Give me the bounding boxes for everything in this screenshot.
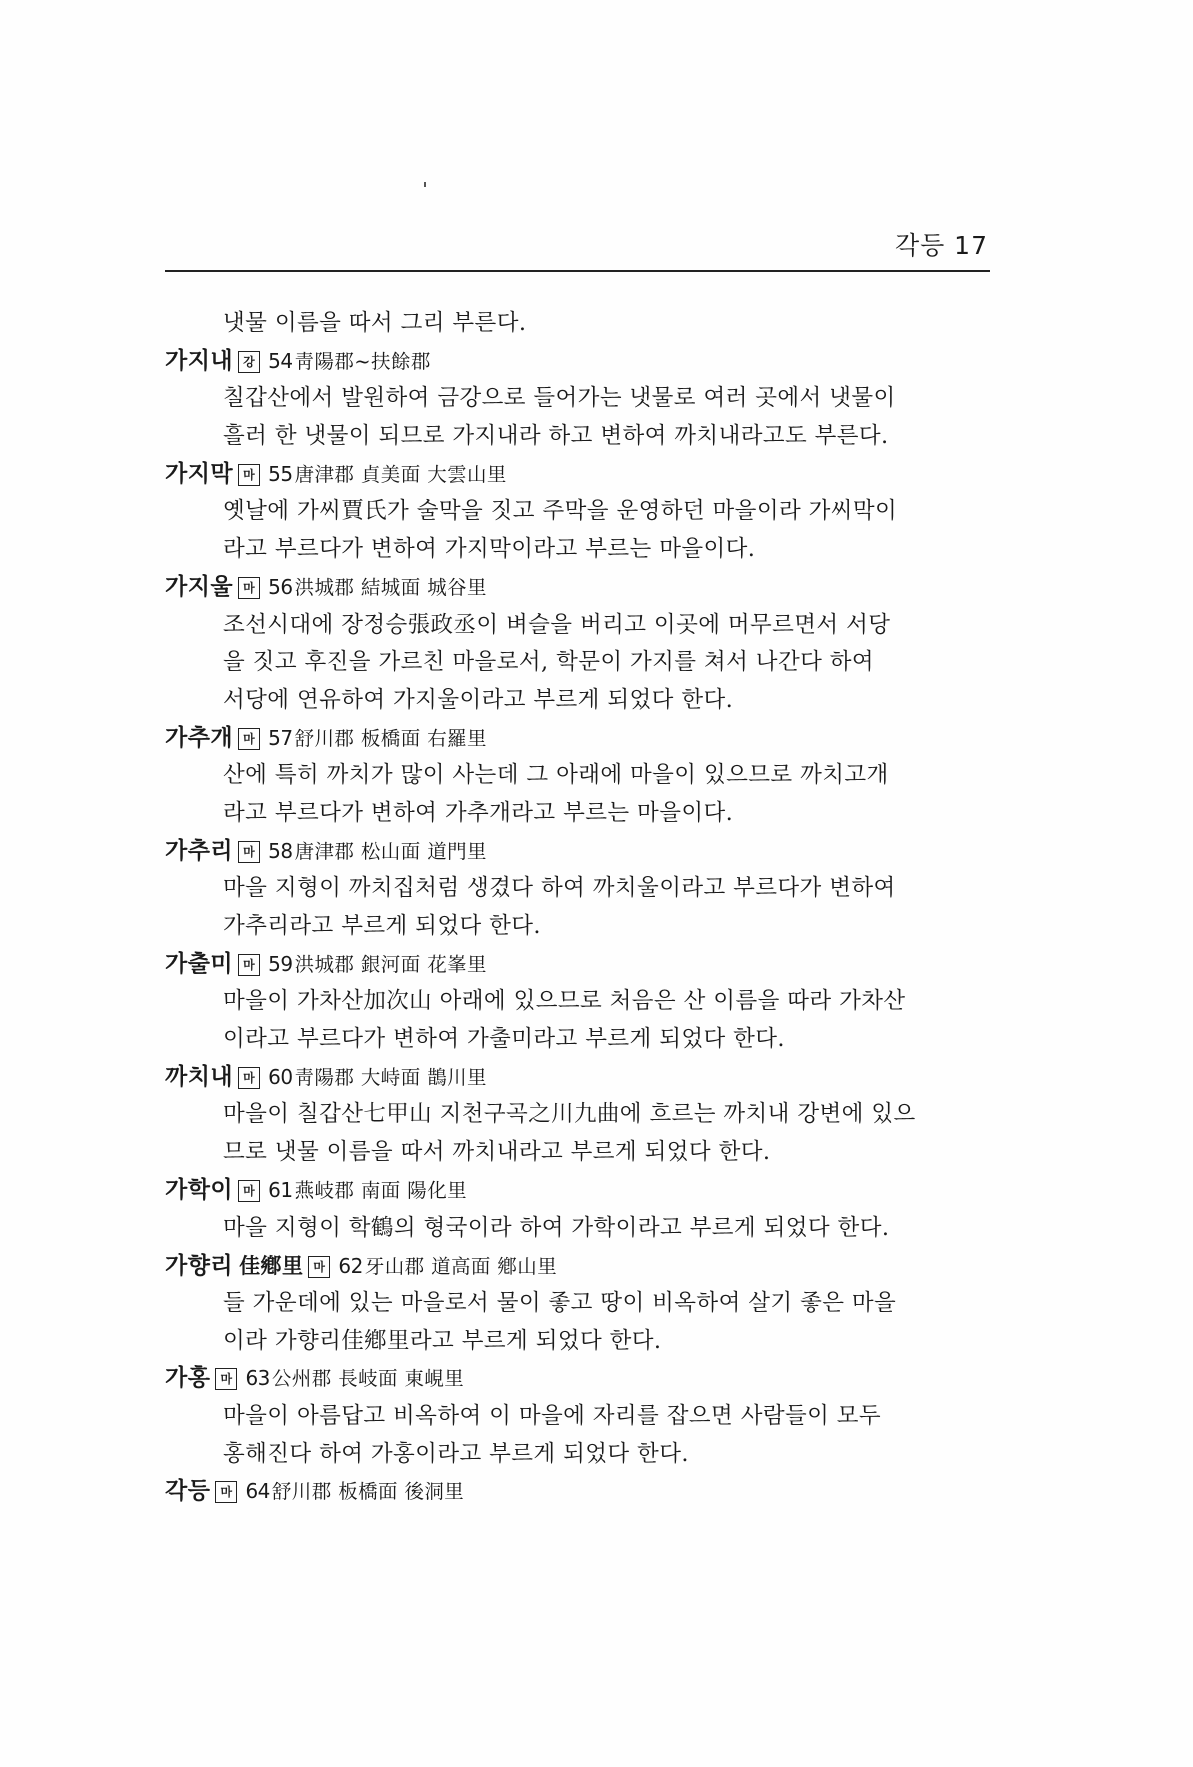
entry-text-line: 마을이 가차산加次山 아래에 있으므로 처음은 산 이름을 따라 가차산 xyxy=(223,988,906,1015)
entry-text-line: 라고 부르다가 변하여 가추개라고 부르는 마을이다. xyxy=(223,799,734,826)
category-tag: 마 xyxy=(215,1481,237,1503)
entry-location: 洪城郡 銀河面 花峯里 xyxy=(294,952,487,976)
entry-heading-line xyxy=(165,456,995,494)
entry-text-line: 을 짓고 후진을 가르친 마을로서, 학문이 가지를 쳐서 나간다 하여 xyxy=(223,649,875,676)
entry-location: 公州郡 長岐面 東峴里 xyxy=(271,1367,465,1391)
category-tag: 마 xyxy=(238,1067,260,1089)
dictionary-entry xyxy=(165,1059,995,1172)
headword: 가출미 xyxy=(165,950,234,977)
entry-text-line: 라고 부르다가 변하여 가지막이라고 부르는 마을이다. xyxy=(223,536,756,563)
dictionary-entry xyxy=(165,569,995,720)
dictionary-entry xyxy=(165,1247,995,1360)
entry-list xyxy=(165,305,995,1511)
entry-heading-line xyxy=(165,1059,995,1097)
entry-number: 59 xyxy=(268,951,293,976)
entry-location: 靑陽郡~扶餘郡 xyxy=(294,349,431,373)
category-tag: 마 xyxy=(215,1368,237,1390)
dictionary-entry xyxy=(165,1172,995,1247)
dictionary-entry xyxy=(165,1473,995,1511)
entry-text-line: 흘러 한 냇물이 되므로 가지내라 하고 변하여 까치내라고도 부른다. xyxy=(223,423,889,450)
entry-text-line: 들 가운데에 있는 마을로서 물이 좋고 땅이 비옥하여 살기 좋은 마을 xyxy=(223,1289,897,1316)
headword: 가지울 xyxy=(165,573,234,600)
entry-text-line: 냇물 이름을 따서 그리 부른다. xyxy=(223,310,527,336)
entry-number: 60 xyxy=(268,1064,293,1089)
entry-number: 55 xyxy=(268,461,293,486)
dictionary-entry xyxy=(165,833,995,946)
entry-heading-line xyxy=(165,720,995,758)
entry-location: 舒川郡 板橋面 右羅里 xyxy=(294,726,487,750)
entry-number: 62 xyxy=(338,1254,363,1279)
entry-location: 燕岐郡 南面 陽化里 xyxy=(294,1178,468,1202)
entry-heading-line xyxy=(165,833,995,871)
headword: 가추개 xyxy=(165,724,234,751)
headword: 가향리 xyxy=(165,1253,234,1280)
entry-text-line: 마을 지형이 학鶴의 형국이라 하여 가학이라고 부르게 되었다 한다. xyxy=(223,1214,890,1241)
headword: 가홍 xyxy=(165,1365,211,1392)
headword: 가지막 xyxy=(165,460,234,487)
entry-text-line: 산에 특히 까치가 많이 사는데 그 아래에 마을이 있으므로 까치고개 xyxy=(223,762,889,789)
headword: 가추리 xyxy=(165,837,234,864)
dictionary-entry xyxy=(165,456,995,569)
category-tag: 마 xyxy=(308,1256,330,1278)
scan-speck xyxy=(424,182,426,187)
category-tag: 마 xyxy=(238,728,260,750)
entry-text-line: 옛날에 가씨賈氏가 술막을 짓고 주막을 운영하던 마을이라 가씨막이 xyxy=(223,498,898,525)
category-tag: 마 xyxy=(238,954,260,976)
entry-heading-line xyxy=(165,569,995,607)
entry-heading-line xyxy=(165,1172,995,1210)
entry-location: 洪城郡 結城面 城谷里 xyxy=(294,575,487,599)
entry-number: 63 xyxy=(245,1366,270,1391)
entry-location: 舒川郡 板橋面 後洞里 xyxy=(271,1480,465,1504)
entry-number: 61 xyxy=(268,1177,293,1202)
entry-text-line: 이라 가향리佳鄕里라고 부르게 되었다 한다. xyxy=(223,1327,662,1354)
entry-number: 54 xyxy=(268,348,293,373)
entry-number: 64 xyxy=(245,1479,270,1504)
dictionary-entry xyxy=(165,720,995,833)
entry-text-line: 칠갑산에서 발원하여 금강으로 들어가는 냇물로 여러 곳에서 냇물이 xyxy=(223,385,896,412)
entry-number: 56 xyxy=(268,574,293,599)
entry-location: 唐津郡 松山面 道門里 xyxy=(294,839,487,863)
entry-heading-line xyxy=(165,1360,995,1398)
entry-text-line: 조선시대에 장정승張政丞이 벼슬을 버리고 이곳에 머무르면서 서당 xyxy=(223,611,891,638)
entry-text-line: 가추리라고 부르게 되었다 한다. xyxy=(223,913,541,939)
entry-text-line: 마을이 아름답고 비옥하여 이 마을에 자리를 잡으면 사람들이 모두 xyxy=(223,1402,882,1429)
entry-location: 唐津郡 貞美面 大雲山里 xyxy=(294,462,507,486)
headword: 까치내 xyxy=(165,1063,234,1090)
category-tag: 마 xyxy=(238,1180,260,1202)
category-tag: 마 xyxy=(238,464,260,486)
headword: 가지내 xyxy=(165,347,234,374)
entry-text-line: 마을 지형이 까치집처럼 생겼다 하여 까치울이라고 부르다가 변하여 xyxy=(223,875,896,902)
entry-heading-line xyxy=(165,1247,995,1285)
entry-text-line: 이라고 부르다가 변하여 가출미라고 부르게 되었다 한다. xyxy=(223,1026,785,1053)
category-tag: 강 xyxy=(238,351,260,373)
entry-heading-line xyxy=(165,946,995,984)
entry-number: 57 xyxy=(268,725,293,750)
entry-continuation xyxy=(165,305,995,343)
category-tag: 마 xyxy=(238,577,260,599)
entry-text-line: 홍해진다 하여 가홍이라고 부르게 되었다 한다. xyxy=(223,1440,689,1467)
entry-heading-line xyxy=(165,1473,995,1511)
entry-number: 58 xyxy=(268,838,293,863)
entry-heading-line xyxy=(165,343,995,381)
headword: 각등 xyxy=(165,1478,211,1505)
headword-hanja: 佳鄕里 xyxy=(239,1253,304,1279)
entry-text-line: 므로 냇물 이름을 따서 까치내라고 부르게 되었다 한다. xyxy=(223,1139,771,1166)
category-tag: 마 xyxy=(238,841,260,863)
dictionary-entry xyxy=(165,1360,995,1473)
page-label: 각등 17 xyxy=(894,231,988,260)
headword: 가학이 xyxy=(165,1176,234,1203)
entry-location: 靑陽郡 大峙面 鵲川里 xyxy=(294,1065,487,1089)
entry-location: 牙山郡 道高面 鄕山里 xyxy=(364,1255,558,1279)
dictionary-entry xyxy=(165,946,995,1059)
entry-text-line: 서당에 연유하여 가지울이라고 부르게 되었다 한다. xyxy=(223,686,734,713)
dictionary-entry xyxy=(165,343,995,456)
entry-text-line: 마을이 칠갑산七甲山 지천구곡之川九曲에 흐르는 까치내 강변에 있으 xyxy=(223,1101,916,1128)
running-header xyxy=(165,226,990,272)
